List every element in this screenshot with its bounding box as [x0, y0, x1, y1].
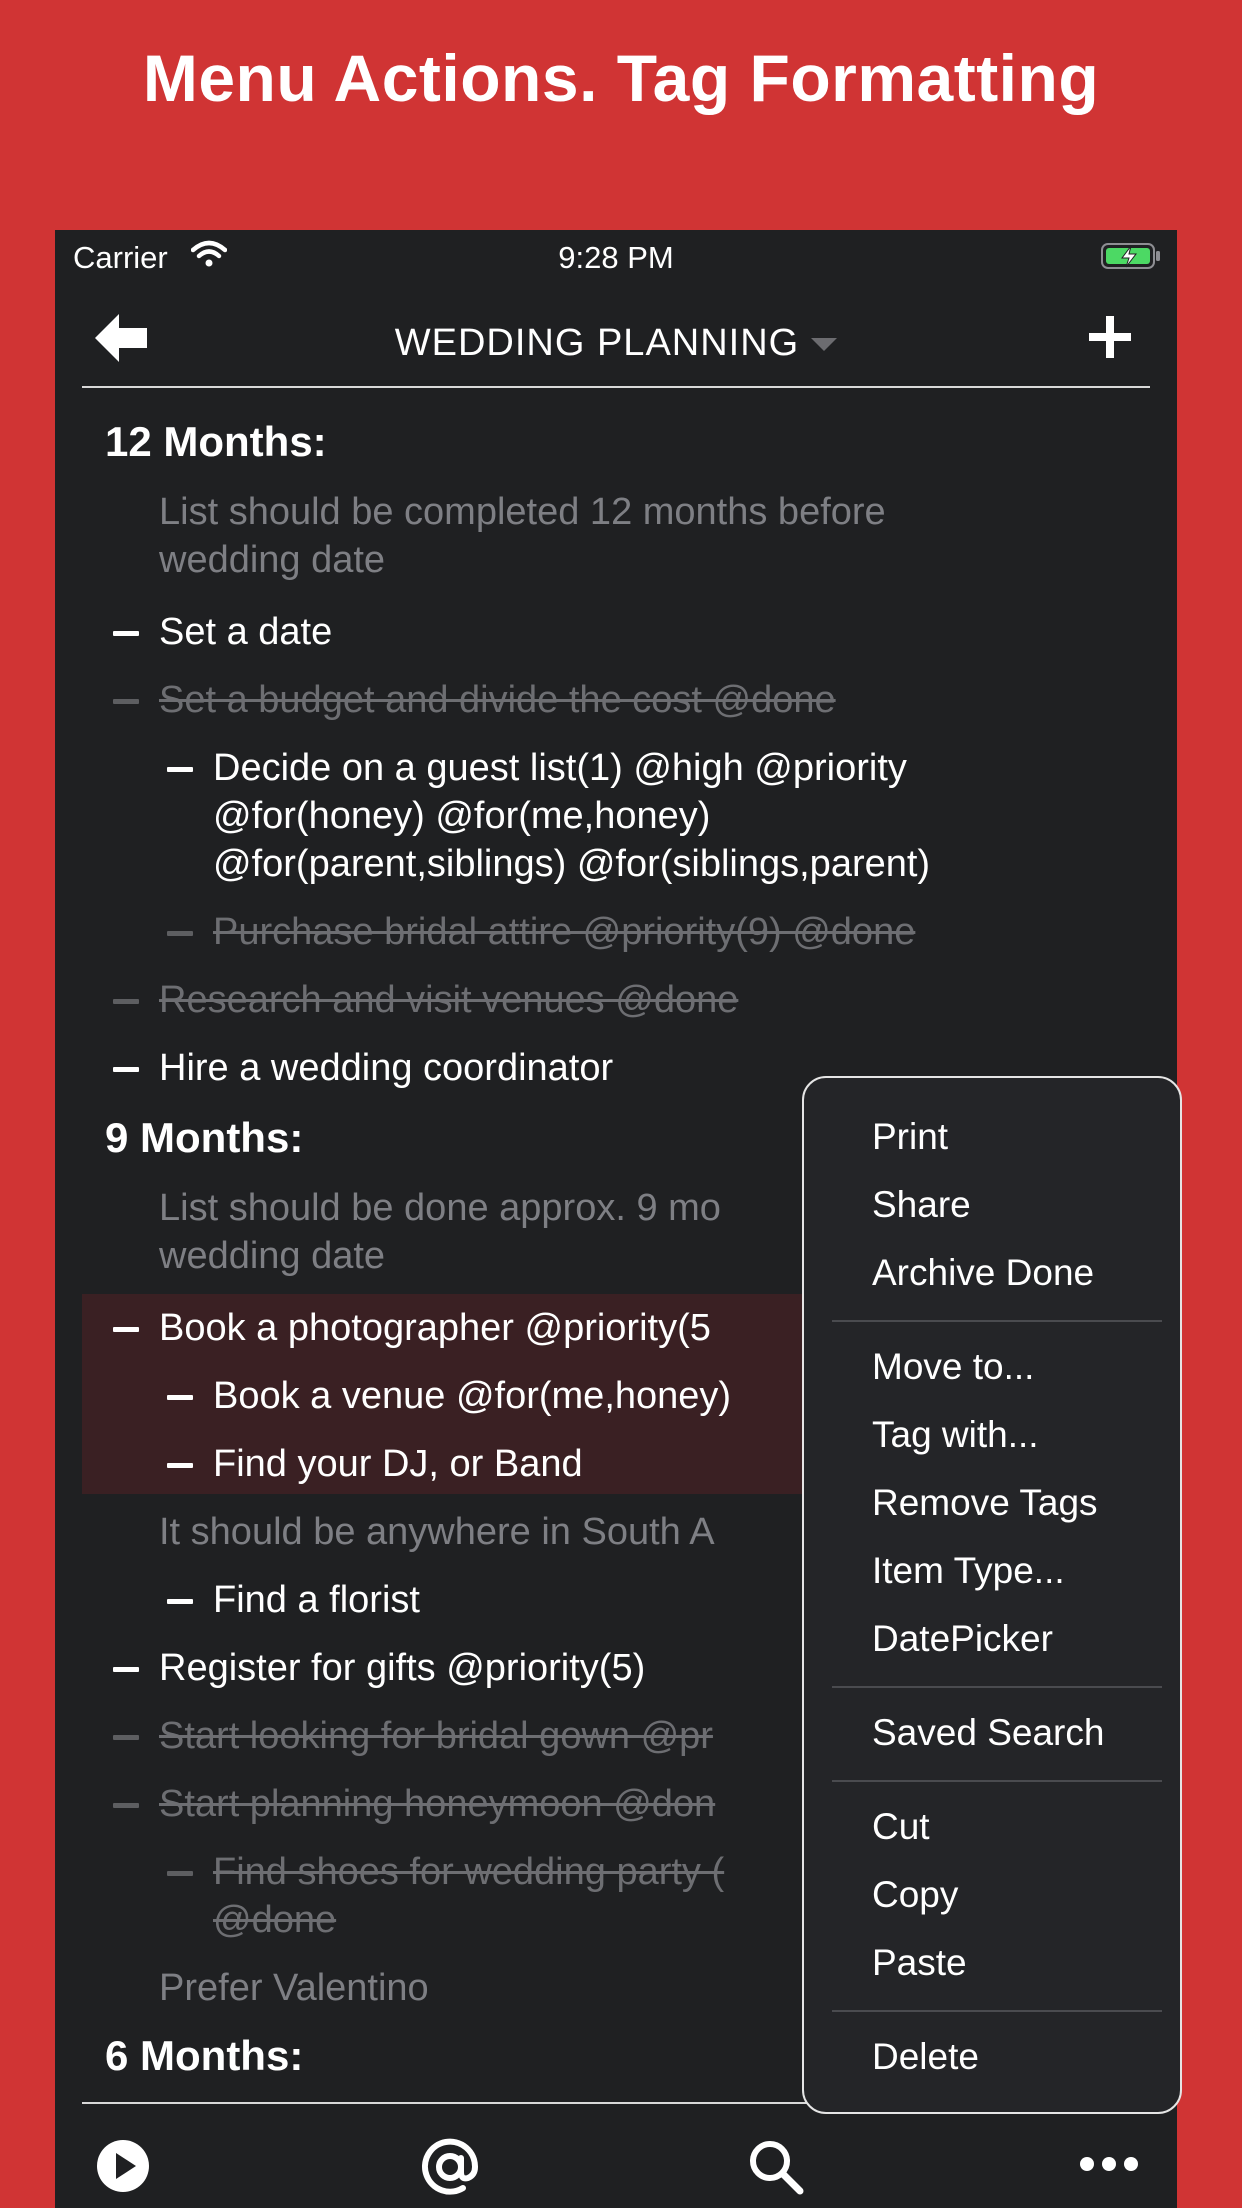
menu-item-archive-done[interactable]: Archive Done	[872, 1252, 1095, 1293]
list-item-selected[interactable]: Book a photographer @priority(5	[159, 1307, 711, 1349]
bullet-dash	[113, 699, 139, 704]
bullet-dash	[167, 1871, 193, 1876]
menu-item-saved-search[interactable]: Saved Search	[872, 1712, 1105, 1753]
list-item[interactable]: Hire a wedding coordinator	[159, 1047, 614, 1089]
list-title: WEDDING PLANNING	[394, 322, 800, 364]
list-item-done[interactable]: @done	[213, 1899, 337, 1941]
bullet-dash	[113, 1327, 139, 1332]
note-text[interactable]: List should be completed 12 months before	[159, 491, 886, 533]
bullet-dash	[167, 931, 193, 936]
bullet-dash	[113, 999, 139, 1004]
chevron-down-icon	[811, 338, 837, 351]
at-icon[interactable]	[421, 2138, 479, 2196]
bullet-dash	[167, 1395, 193, 1400]
section-heading[interactable]: 9 Months:	[105, 1114, 304, 1161]
list-item-done[interactable]: Purchase bridal attire @priority(9) @done	[213, 911, 916, 953]
list-item[interactable]: @for(honey) @for(me,honey)	[213, 795, 711, 837]
bullet-dash	[113, 1667, 139, 1672]
headline: Menu Actions. Tag Formatting	[142, 41, 1100, 115]
bullet-dash	[113, 1067, 139, 1072]
menu-divider	[832, 1780, 1162, 1782]
menu-item-remove-tags[interactable]: Remove Tags	[872, 1482, 1098, 1523]
list-title-dropdown[interactable]	[55, 322, 1177, 365]
list-item-done[interactable]: Research and visit venues @done	[159, 979, 739, 1021]
menu-divider	[832, 2010, 1162, 2012]
note-text[interactable]: wedding date	[159, 1235, 386, 1277]
list-item-done[interactable]: Start planning honeymoon @don	[159, 1783, 716, 1825]
bullet-dash	[167, 1599, 193, 1604]
context-menu	[802, 1076, 1182, 2114]
bullet-dash	[113, 1803, 139, 1808]
list-item-done[interactable]: Start looking for bridal gown @pr	[159, 1715, 713, 1757]
bullet-dash	[167, 767, 193, 772]
menu-item-tag-with[interactable]: Tag with...	[872, 1414, 1039, 1455]
status-bar	[55, 230, 1177, 288]
list-item-selected[interactable]: Find your DJ, or Band	[213, 1443, 583, 1485]
list-item-selected[interactable]: Book a venue @for(me,honey)	[213, 1375, 732, 1417]
note-text[interactable]: It should be anywhere in South A	[159, 1511, 715, 1553]
menu-item-delete[interactable]: Delete	[872, 2036, 979, 2077]
menu-divider	[832, 1320, 1162, 1322]
note-text[interactable]: Prefer Valentino	[159, 1967, 429, 2009]
section-heading[interactable]: 6 Months:	[105, 2032, 304, 2079]
list-item-done[interactable]: Find shoes for wedding party (	[213, 1851, 725, 1893]
battery-charging-icon	[1101, 242, 1161, 270]
menu-item-paste[interactable]: Paste	[872, 1942, 967, 1983]
list-item[interactable]: @for(parent,siblings) @for(siblings,parent)	[213, 843, 931, 885]
menu-item-cut[interactable]: Cut	[872, 1806, 930, 1847]
bullet-dash	[113, 1735, 139, 1740]
menu-divider	[832, 1686, 1162, 1688]
bullet-dash	[113, 631, 139, 636]
list-item[interactable]: Register for gifts @priority(5)	[159, 1647, 646, 1689]
list-item[interactable]: Decide on a guest list(1) @high @priority	[213, 747, 907, 789]
menu-item-share[interactable]: Share	[872, 1184, 971, 1225]
section-heading[interactable]: 12 Months:	[105, 418, 327, 465]
status-time: 9:28 PM	[558, 240, 674, 275]
menu-item-datepicker[interactable]: DatePicker	[872, 1618, 1053, 1659]
bottom-toolbar	[55, 2102, 1177, 2208]
list-item[interactable]: Find a florist	[213, 1579, 420, 1621]
menu-item-move-to[interactable]: Move to...	[872, 1346, 1035, 1387]
list-item-done[interactable]: Set a budget and divide the cost @done	[159, 679, 836, 721]
bullet-dash	[167, 1463, 193, 1468]
list-item[interactable]: Set a date	[159, 611, 333, 653]
search-icon[interactable]	[747, 2138, 805, 2196]
carrier-label: Carrier	[73, 240, 168, 275]
play-icon[interactable]	[95, 2138, 151, 2194]
divider	[82, 386, 1150, 388]
menu-item-item-type[interactable]: Item Type...	[872, 1550, 1065, 1591]
menu-item-copy[interactable]: Copy	[872, 1874, 959, 1915]
note-text[interactable]: wedding date	[159, 539, 386, 581]
plus-icon[interactable]	[1087, 314, 1133, 360]
more-icon[interactable]	[1079, 2156, 1139, 2172]
navigation-bar	[55, 288, 1177, 398]
menu-item-print[interactable]: Print	[872, 1116, 949, 1157]
note-text[interactable]: List should be done approx. 9 mo	[159, 1187, 721, 1229]
